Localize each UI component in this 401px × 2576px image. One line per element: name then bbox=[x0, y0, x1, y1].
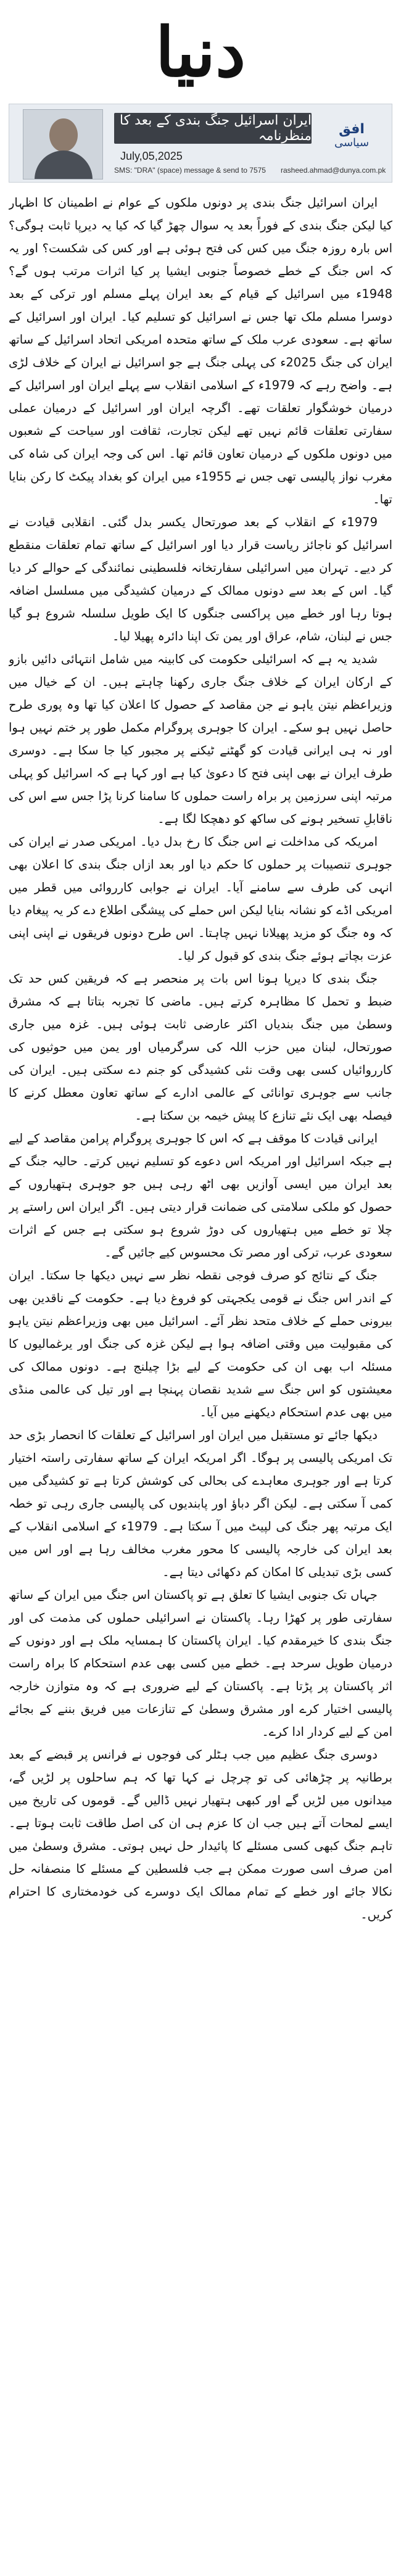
article-paragraph: جنگ بندی کا دیرپا ہونا اس بات پر منحصر ہے کہ فریقین کس حد تک ضبط و تحمل کا مظاہرہ کرتے ہیں۔ ماضی کا تجربہ بتاتا ہے کہ مشرق وسطیٰ میں جنگ بندیاں اکثر عارضی ثابت ہوئی ہیں۔ غزہ میں جاری صورتحال، لبنان میں حزب اللہ کی سرگرمیاں اور یمن میں حوثیوں کی کارروائیاں کسی بھی وقت نئی کشیدگی کو جنم دے سکتی ہیں۔ ایران کی جانب سے جوہری توانائی کے عالمی ادارے کے ساتھ تعاون معطل کرنے کا فیصلہ بھی ایک نئے تنازع کا پیش خیمہ بن سکتا ہے۔ bbox=[9, 972, 392, 1123]
article-body bbox=[9, 191, 392, 2566]
article-paragraph: 1979ء کے انقلاب کے بعد صورتحال یکسر بدل گئی۔ انقلابی قیادت نے اسرائیل کو ناجائز ریاست قرار دیا اور اسرائیل کے ساتھ تمام تعلقات منقطع کر دیے۔ تہران میں اسرائیلی سفارتخانہ فلسطینی نمائندگی کے حوالے کر دیا گیا۔ اس کے بعد سے دونوں ممالک کے درمیان کشیدگی میں مسلسل اضافہ ہوتا رہا اور خطے میں پراکسی جنگوں کا ایک طویل سلسلہ شروع ہو گیا جس نے لبنان، شام، عراق اور یمن تک اپنا دائرہ پھیلا لیا۔ bbox=[9, 515, 392, 643]
column-name-badge bbox=[318, 109, 386, 162]
sms-instruction: SMS: "DRA" (space) message & send to 7575 bbox=[114, 166, 266, 175]
article-paragraph: ایرانی قیادت کا موقف ہے کہ اس کا جوہری پروگرام پرامن مقاصد کے لیے ہے جبکہ اسرائیل اور امریکہ اس دعوے کو تسلیم نہیں کرتے۔ حالیہ جنگ کے بعد ایران میں ایسی آوازیں بھی اٹھ رہی ہیں جو جوہری ہتھیاروں کے حصول کو ملکی سلامتی کی ضمانت قرار دیتی ہیں۔ اگر ایران اس راستے پر چلا تو خطے میں ہتھیاروں کی دوڑ شروع ہو سکتی ہے جس کے اثرات سعودی عرب، ترکی اور مصر تک محسوس کیے جائیں گے۔ bbox=[9, 1131, 392, 1260]
article-paragraph: شدید یہ ہے کہ اسرائیلی حکومت کی کابینہ میں شامل انتہائی دائیں بازو کے ارکان ایران کے خلاف جنگ جاری رکھنا چاہتے ہیں۔ ان کے خیال میں وزیراعظم نیتن یاہو نے جن مقاصد کے حصول کا اعلان کیا تھا وہ پوری طرح حاصل نہیں ہو سکے۔ ایران کا جوہری پروگرام مکمل طور پر ختم نہیں ہوا اور نہ ہی ایرانی قیادت کو گھٹنے ٹیکنے پر مجبور کیا جا سکا ہے۔ دوسری طرف ایران نے بھی اپنی فتح کا دعویٰ کیا ہے اور کہا ہے کہ اسرائیل کو پہلی مرتبہ اپنی سرزمین پر براہ راست حملوں کا سامنا کرنا پڑا جس سے اس کی ناقابلِ تسخیر ہونے کی ساکھ کو دھچکا لگا ہے۔ bbox=[9, 652, 392, 826]
article-headline: ایران اسرائیل جنگ بندی کے بعد کا منظرنامہ bbox=[114, 113, 312, 144]
column-name-top: افق bbox=[339, 122, 365, 137]
author-photo bbox=[23, 109, 103, 180]
masthead bbox=[0, 0, 401, 185]
logo-text: دنیا bbox=[155, 12, 246, 92]
article-paragraph: جہاں تک جنوبی ایشیا کا تعلق ہے تو پاکستان اس جنگ میں ایران کے ساتھ سفارتی طور پر کھڑا رہا۔ پاکستان نے اسرائیلی حملوں کی مذمت کی اور جنگ بندی کا خیرمقدم کیا۔ ایران پاکستان کا ہمسایہ ملک ہے اور دونوں کے درمیان طویل سرحد ہے۔ خطے میں کسی بھی عدم استحکام کا براہ راست اثر پاکستان پر پڑتا ہے۔ پاکستان کے لیے ضروری ہے کہ وہ متوازن خارجہ پالیسی اختیار کرے اور مشرق وسطیٰ کے تنازعات میں فریق بننے کے بجائے امن کے لیے کردار ادا کرے۔ bbox=[9, 1588, 392, 1739]
article-paragraph: جنگ کے نتائج کو صرف فوجی نقطہ نظر سے نہیں دیکھا جا سکتا۔ ایران کے اندر اس جنگ نے قومی یکجہتی کو فروغ دیا ہے۔ حکومت کے ناقدین بھی بیرونی حملے کے خلاف متحد نظر آئے۔ اسرائیل میں بھی وزیراعظم نیتن یاہو کی مقبولیت میں وقتی اضافہ ہوا ہے لیکن غزہ کی جنگ اور یرغمالیوں کا مسئلہ اب بھی ان کی حکومت کے لیے بڑا چیلنج ہے۔ دونوں ممالک کی معیشتوں کو اس جنگ سے شدید نقصان پہنچا ہے اور تیل کی عالمی منڈی میں بھی عدم استحکام دیکھنے میں آیا۔ bbox=[9, 1268, 392, 1419]
article-paragraph: دیکھا جائے تو مستقبل میں ایران اور اسرائیل کے تعلقات کا انحصار بڑی حد تک امریکی پالیسی پر ہوگا۔ اگر امریکہ ایران کے ساتھ سفارتی راستہ اختیار کرتا ہے اور جوہری معاہدے کی بحالی کی کوشش کرتا ہے تو کشیدگی میں کمی آ سکتی ہے۔ لیکن اگر دباؤ اور پابندیوں کی پالیسی جاری رہی تو خطہ ایک مرتبہ پھر جنگ کی لپیٹ میں آ سکتا ہے۔ 1979ء کے اسلامی انقلاب کے بعد ایران کی خارجہ پالیسی کا محور مغرب مخالف رہا ہے اور اس میں کسی بڑی تبدیلی کا امکان کم دکھائی دیتا ہے۔ bbox=[9, 1428, 392, 1579]
author-photo-head bbox=[49, 118, 78, 152]
column-banner bbox=[9, 104, 392, 183]
newspaper-logo bbox=[123, 6, 278, 99]
article-paragraph: دوسری جنگ عظیم میں جب ہٹلر کی فوجوں نے فرانس پر قبضے کے بعد برطانیہ پر چڑھائی کی تو چرچل نے کہا تھا کہ ہم ساحلوں پر لڑیں گے، میدانوں میں لڑیں گے اور کبھی ہتھیار نہیں ڈالیں گے۔ قوموں کی تاریخ میں ایسے لمحات آتے ہیں جب ان کا عزم ہی ان کی اصل طاقت ثابت ہوتا ہے۔ تاہم جنگ کبھی کسی مسئلے کا پائیدار حل نہیں ہوتی۔ مشرق وسطیٰ میں امن صرف اسی صورت ممکن ہے جب فلسطین کے مسئلے کا منصفانہ حل نکالا جائے اور خطے کے تمام ممالک ایک دوسرے کی خودمختاری کا احترام کریں۔ bbox=[9, 1748, 392, 1922]
author-photo-shoulders bbox=[35, 151, 93, 180]
article-paragraph: امریکہ کی مداخلت نے اس جنگ کا رخ بدل دیا۔ امریکی صدر نے ایران کی جوہری تنصیبات پر حملوں کا حکم دیا اور بعد ازاں جنگ بندی کا اعلان بھی انہی کی طرف سے سامنے آیا۔ ایران نے جوابی کارروائی میں قطر میں امریکی اڈے کو نشانہ بنایا لیکن اس حملے کی پیشگی اطلاع دے کر یہ پیغام دیا کہ وہ جنگ کو مزید پھیلانا نہیں چاہتا۔ اس طرح دونوں فریقوں نے اپنی اپنی عزت بچاتے ہوئے جنگ بندی کو قبول کر لیا۔ bbox=[9, 835, 392, 963]
column-name-bottom: سیاسی bbox=[334, 136, 370, 150]
author-email[interactable]: rasheed.ahmad@dunya.com.pk bbox=[281, 166, 386, 175]
publish-date: July,05,2025 bbox=[120, 150, 183, 162]
article-paragraph: ایران اسرائیل جنگ بندی پر دونوں ملکوں کے عوام نے اطمینان کا اظہار کیا لیکن جنگ بندی کے فوراً بعد یہ سوال چھڑ گیا کہ کیا یہ دیرپا ثابت ہوگی؟ اس بارہ روزہ جنگ میں کس کی فتح ہوئی ہے اور کس کی شکست؟ اور یہ کہ اس جنگ کے خطے خصوصاً جنوبی ایشیا پر کیا اثرات مرتب ہوں گے؟ 1948ء میں اسرائیل کے قیام کے بعد ایران پہلے مسلم اور ترکی کے بعد دوسرا مسلم ملک تھا جس نے اسرائیل کو تسلیم کیا۔ ایران اور اسرائیل کے ساتھ ہے۔ سعودی عرب ملک کے ساتھ متحدہ امریکی اتحاد اسرائیل کے ساتھ ایران کی جنگ 2025ء کی پہلی جنگ ہے جو اسرائیل نے ایران کے خلاف لڑی ہے۔ واضح رہے کہ 1979ء کے اسلامی انقلاب سے پہلے ایران اور اسرائیل کے درمیان خوشگوار تعلقات تھے۔ اگرچہ ایران اور اسرائیل کے درمیان عملی سفارتی تعلقات قائم نہیں تھے لیکن تجارت، ثقافت اور سیاحت کے شعبوں میں دونوں ملکوں کے درمیان تعاون قائم تھا۔ اس کی وجہ ایران کی شاہ کی مغرب نواز پالیسی تھی جس نے 1955ء میں ایران کو بغداد پیکٹ کا رکن بنایا تھا۔ bbox=[9, 196, 392, 506]
